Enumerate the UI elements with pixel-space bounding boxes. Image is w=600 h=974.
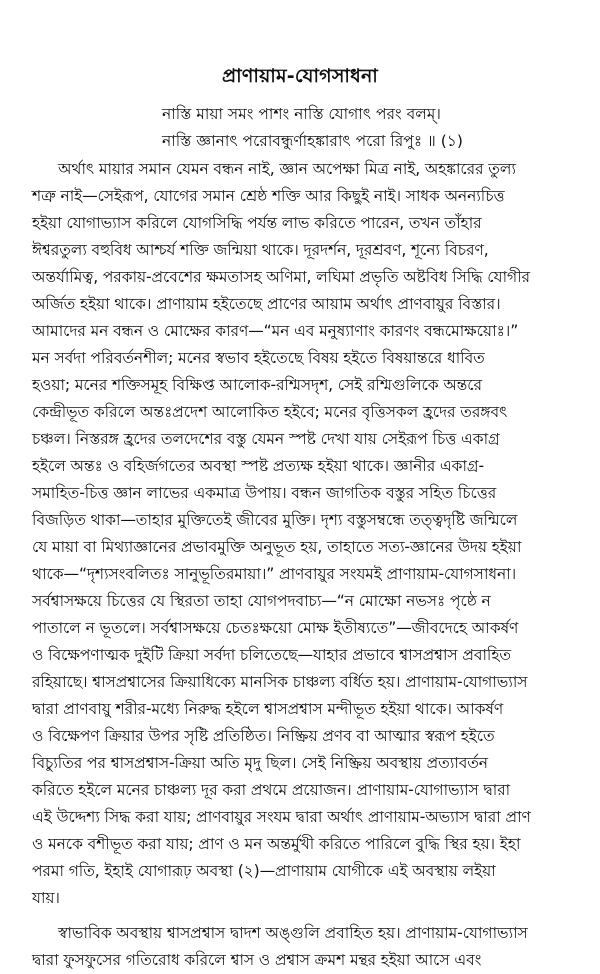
text-line: হইলে অন্তঃ ও বহির্জগতের অবস্থা স্পষ্ট প্রত্যক্ষ হইয়া থাকে। জ্ঞানীর একাগ্র- <box>32 457 484 475</box>
verse-line-1: নাস্তি মায়া সমং পাশং নাস্তি যোগাৎ পরং বলম্‌। <box>162 105 441 123</box>
text-line: সমাহিত-চিত্ত জ্ঞান লাভের একমাত্র উপায়। বন্ধন জাগতিক বস্তুর সহিত চিত্তের <box>32 484 497 502</box>
text-line: সর্বশ্বাসক্ষয়ে চিত্তের যে স্থিরতা তাহা যোগপদবাচ্য—“ন মোক্ষো নভসঃ পৃষ্ঠে ন <box>32 592 491 610</box>
text-line: স্বাভাবিক অবস্থায় শ্বাসপ্রশ্বাস দ্বাদশ অঙ্গুলি প্রবাহিত হয়। প্রাণায়াম-যোগাভ্যাস <box>58 924 528 942</box>
text-line: মন সর্বদা পরিবর্তনশীল; মনের স্বভাব হইতেছে বিষয় হইতে বিষয়ান্তরে ধাবিত <box>32 349 485 367</box>
text-line: ও বিক্ষেপণাত্মক দুইটি ক্রিয়া সর্বদা চলিতেছে—যাহার প্রভাবে শ্বাসপ্রশ্বাস প্রবাহিত <box>32 646 511 664</box>
text-line: দ্বারা প্রাণবায়ু শরীর-মধ্যে নিরুদ্ধ হইলে শ্বাসপ্রশ্বাস মন্দীভূত হইয়া থাকে। আকর্ষণ <box>32 700 504 718</box>
text-line: কেন্দ্রীভূত করিলে অন্তঃপ্রদেশ আলোকিত হইবে; মনের বৃত্তিসকল হ্রদের তরঙ্গবৎ <box>32 403 508 421</box>
text-line: ও মনকে বশীভূত করা যায়; প্রাণ ও মন অন্তর্মুখী করিতে পারিলে বুদ্ধি স্থির হয়। ইহা <box>32 835 521 853</box>
text-line: বিজড়িত থাকা—তাহার মুক্তিতেই জীবের মুক্তি। দৃশ্য বস্তুসম্বন্ধে তত্ত্বদৃষ্টি জন্মিলে <box>32 511 518 529</box>
text-line: অন্তর্যামিত্ব, পরকায়-প্রবেশের ক্ষমতাসহ অণিমা, লঘিমা প্রভৃতি অষ্টবিধ সিদ্ধি যোগীর <box>32 268 530 286</box>
page-title: প্রাণায়াম-যোগসাধনা <box>221 65 378 87</box>
text-line: পাতালে ন ভূতলে। সর্বশ্বাসক্ষয়ে চেতঃক্ষয়ো মোক্ষ ইতীষ্যতে”—জীবদেহে আকর্ষণ <box>32 619 519 637</box>
text-line: যায়। <box>32 889 60 907</box>
verse-line-2: নাস্তি জ্ঞানাৎ পরোবন্ধুর্ণাহঙ্কারাৎ পরো রিপুঃ ॥ (১) <box>162 132 463 150</box>
text-line: ও বিক্ষেপণ ক্রিয়ার উপর সৃষ্টি প্রতিষ্ঠিত। নিষ্ক্রিয় প্রণব বা আত্মার স্বরূপ হইতে <box>32 727 495 745</box>
text-line: করিতে হইলে মনের চাঞ্চল্য দূর করা প্রথমে প্রয়োজন। প্রাণায়াম-যোগাভ্যাস দ্বারা <box>32 781 511 799</box>
text-line: থাকে—“দৃশ্যসংবলিতঃ সানুভূতিরমায়া।” প্রাণবায়ুর সংযমই প্রাণায়াম-যোগসাধনা। <box>32 565 517 583</box>
text-line: দ্বারা ফুসফুসের গতিরোধ করিলে শ্বাস ও প্রশ্বাস ক্রমশ মন্থর হইয়া আসে এবং <box>32 951 482 969</box>
text-line: বিচ্যুতির পর শ্বাসপ্রশ্বাস-ক্রিয়া অতি মৃদু ছিল। সেই নিষ্ক্রিয় অবস্থায় প্রত্যাবর্তন <box>32 754 488 772</box>
text-line: এই উদ্দেশ্য সিদ্ধ করা যায়; প্রাণবায়ুর সংযম দ্বারা অর্থাৎ প্রাণায়াম-অভ্যাস দ্বারা প্রাণ <box>32 808 531 826</box>
text-line: অর্থাৎ মায়ার সমান যেমন বন্ধন নাই, জ্ঞান অপেক্ষা মিত্র নাই, অহঙ্কারের তুল্য <box>58 160 516 178</box>
text-line: হওয়া; মনের শক্তিসমূহ বিক্ষিপ্ত আলোক-রশ্মিসদৃশ, সেই রশ্মিগুলিকে অন্তরে <box>32 376 482 394</box>
text-line: শত্রু নাই—সেইরূপ, যোগের সমান শ্রেষ্ঠ শক্তি আর কিছুই নাই। সাধক অনন্যচিত্ত <box>32 187 505 205</box>
text-line: যে মায়া বা মিথ্যাজ্ঞানের প্রভাবমুক্তি অনুভূত হয়, তাহাতে সত্য-জ্ঞানের উদয় হইয়া <box>32 538 522 556</box>
text-line: ঈশ্বরতুল্য বহুবিধ আশ্চর্য শক্তি জন্মিয়া থাকে। দূরদর্শন, দূরশ্রবণ, শূন্যে বিচরণ, <box>32 241 489 259</box>
text-line: আমাদের মন বন্ধন ও মোক্ষের কারণ—“মন এব মনুষ্যাণাং কারণং বন্ধমোক্ষয়োঃ।” <box>32 322 519 340</box>
text-line: হইয়া যোগাভ্যাস করিলে যোগসিদ্ধি পর্যন্ত লাভ করিতে পারেন, তখন তাঁহার <box>32 214 482 232</box>
text-line: চঞ্চল। নিস্তরঙ্গ হ্রদের তলদেশের বস্তু যেমন স্পষ্ট দেখা যায় সেইরূপ চিত্ত একাগ্র <box>32 430 500 448</box>
text-line: রহিয়াছে। শ্বাসপ্রশ্বাসের ক্রিয়াধিক্যে মানসিক চাঞ্চল্য বর্ধিত হয়। প্রাণায়াম-যোগাভ্যাস <box>32 673 528 691</box>
text-line: অর্জিত হইয়া থাকে। প্রাণায়াম হইতেছে প্রাণের আয়াম অর্থাৎ প্রাণবায়ুর বিস্তার। <box>32 295 501 313</box>
text-line: পরমা গতি, ইহাই যোগারূঢ় অবস্থা (২)—প্রাণায়াম যোগীকে এই অবস্থায় লইয়া <box>32 862 496 880</box>
